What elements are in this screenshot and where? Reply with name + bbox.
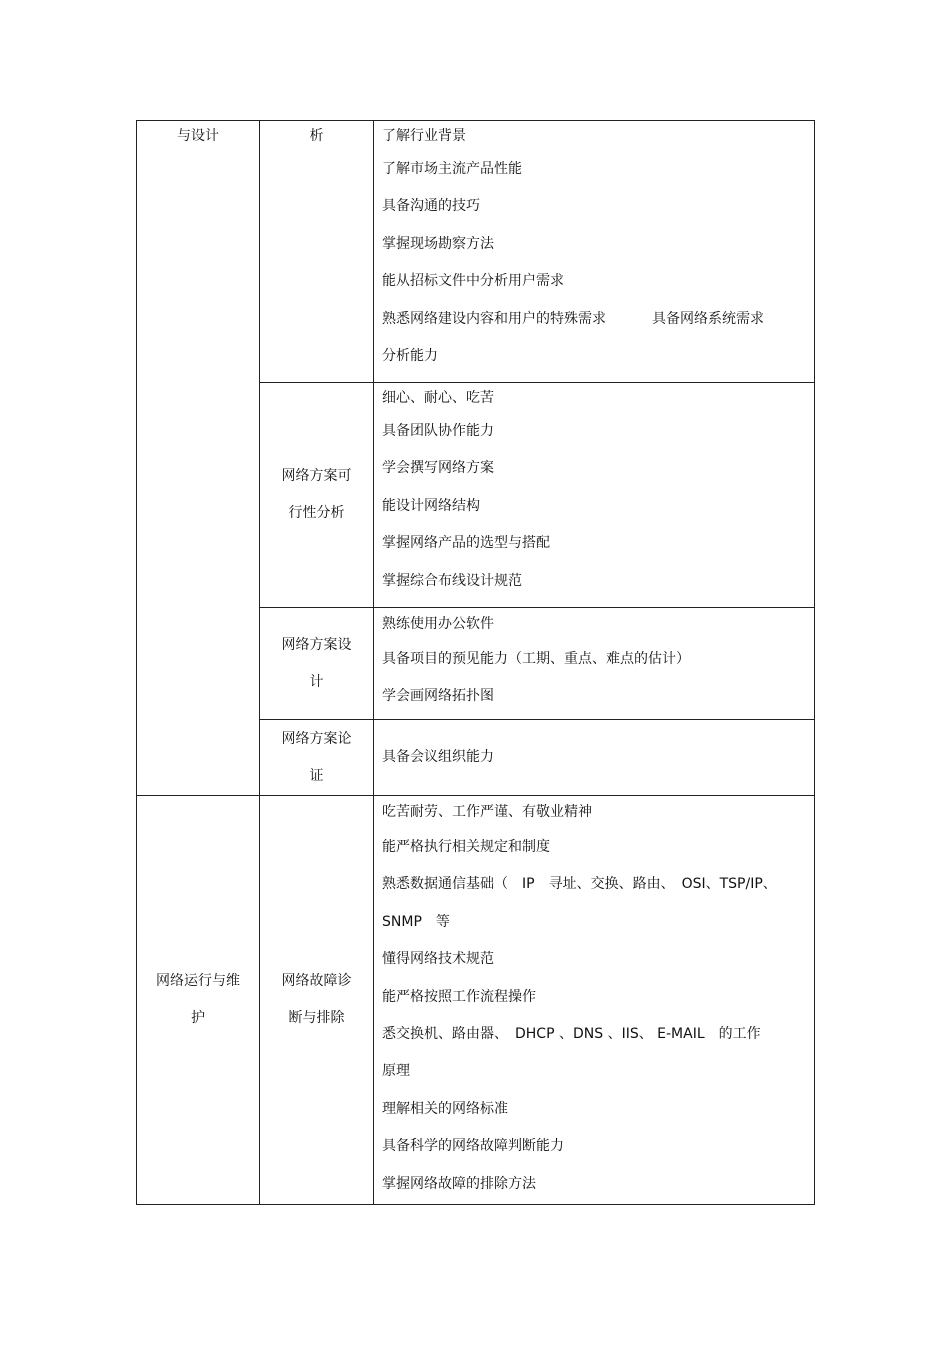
skills-table	[136, 120, 815, 1205]
skill-item: 吃苦耐劳、工作严谨、有敬业精神	[382, 804, 592, 820]
subcategory-cell	[260, 608, 374, 720]
skill-item: 具备团队协作能力	[382, 423, 494, 439]
table-row	[137, 121, 815, 383]
skills-cell	[374, 121, 815, 383]
subcategory-label: 计	[309, 673, 324, 690]
subcategory-label: 析	[309, 128, 324, 144]
skill-item: 掌握网络故障的排除方法	[382, 1175, 536, 1192]
subcategory-label: 网络方案可	[281, 468, 352, 484]
skill-item: 具备项目的预见能力（工期、重点、难点的估计）	[382, 651, 690, 667]
skill-item: 具备会议组织能力	[382, 748, 494, 765]
subcategory-label: 证	[309, 767, 324, 784]
skills-cell	[374, 383, 815, 608]
subcategory-label: 断与排除	[288, 1010, 345, 1026]
skill-item: 熟练使用办公软件	[382, 616, 494, 632]
skill-item: 具备科学的网络故障判断能力	[382, 1138, 564, 1155]
skills-cell	[374, 796, 815, 1205]
subcategory-label: 行性分析	[288, 505, 345, 521]
skill-item: 学会画网络拓扑图	[382, 688, 494, 705]
skills-cell	[374, 720, 815, 796]
skill-item: 熟悉网络建设内容和用户的特殊需求	[382, 310, 606, 327]
skill-item-wrap	[374, 301, 814, 338]
subcategory-cell	[260, 720, 374, 796]
skill-item: 学会撰写网络方案	[382, 460, 494, 477]
skill-item: 具备网络系统需求	[652, 310, 764, 327]
subcategory-cell	[260, 121, 374, 383]
skill-item: 了解市场主流产品性能	[382, 161, 522, 177]
category-label: 网络运行与维	[156, 973, 240, 989]
skill-item: 能设计网络结构	[382, 497, 480, 514]
table-row	[137, 796, 815, 1205]
skill-item: 掌握网络产品的选型与搭配	[382, 535, 550, 552]
skill-item: 掌握现场勘察方法	[382, 235, 494, 252]
subcategory-label: 网络方案论	[281, 730, 352, 747]
skill-item: 了解行业背景	[382, 128, 466, 144]
skill-item: 掌握综合布线设计规范	[382, 572, 522, 589]
skill-item: 熟悉数据通信基础（ IP 寻址、交换、路由、 OSI、TSP/IP、	[382, 876, 777, 893]
subcategory-label: 网络故障诊	[281, 973, 352, 989]
category-cell	[137, 796, 260, 1205]
subcategory-cell	[260, 796, 374, 1205]
category-cell	[137, 121, 260, 796]
subcategory-label: 网络方案设	[281, 636, 352, 653]
skill-item: 懂得网络技术规范	[382, 951, 494, 968]
subcategory-cell	[260, 383, 374, 608]
skill-item: 原理	[382, 1063, 410, 1080]
category-label: 与设计	[177, 128, 219, 144]
skill-item: SNMP 等	[382, 913, 450, 930]
skill-item: 能严格执行相关规定和制度	[382, 839, 550, 855]
skills-cell	[374, 608, 815, 720]
skill-item: 具备沟通的技巧	[382, 198, 480, 215]
skill-item: 能从招标文件中分析用户需求	[382, 273, 564, 290]
skill-item: 悉交换机、路由器、 DHCP 、DNS 、IIS、 E-MAIL 的工作	[382, 1026, 761, 1043]
category-label: 护	[191, 1010, 205, 1026]
skill-item: 分析能力	[382, 348, 438, 365]
skill-item: 细心、耐心、吃苦	[382, 390, 494, 406]
skill-item: 理解相关的网络标准	[382, 1100, 508, 1117]
skill-item: 能严格按照工作流程操作	[382, 988, 536, 1005]
